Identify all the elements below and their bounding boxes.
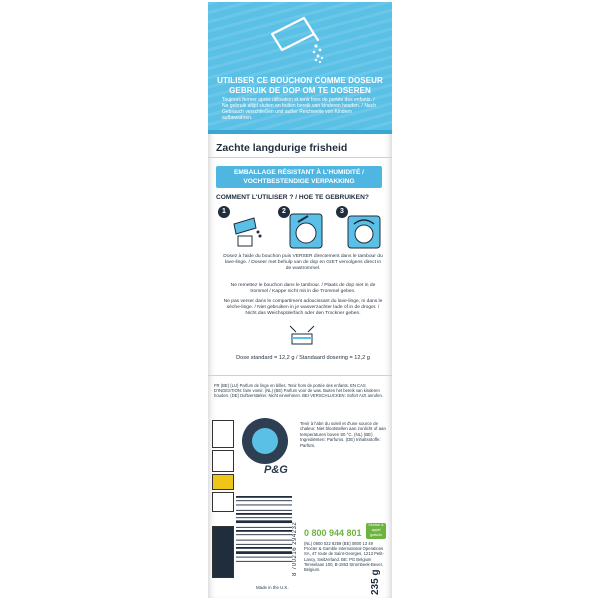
barcode-bar xyxy=(236,557,292,558)
step-number: 3 xyxy=(336,206,348,218)
barcode-bar xyxy=(236,551,292,554)
cap-instruction-fr: UTILISER CE BOUCHON COMME DOSEUR xyxy=(217,76,383,85)
barcode-icon xyxy=(234,494,296,578)
step-number: 2 xyxy=(278,206,290,218)
barcode-bar xyxy=(236,530,292,532)
barcode-bar xyxy=(236,534,292,535)
barcode-bar xyxy=(236,540,292,541)
cap-instruction-nl: GEBRUIK DE DOP OM TE DOSEREN xyxy=(229,86,371,95)
step-3 xyxy=(336,206,386,248)
fine-print: FR (BE) (LU) Parfum de linge en billes. Tenir hors de portée des enfants. EN CAS D'INGESTION: faire vomir. (NL) (BE) Parfum voor de was. Buiten het bereik van kinderen houden. (DE) Duftverstärker. Nicht einnehmen. BEI VERSCHLUCKEN: Sofort Arzt anrufen. xyxy=(214,383,383,399)
storage-warning: Tenir à l'abri du soleil et d'une source de chaleur. Niet blootstellen aan zonlicht of aan temperaturen boven 50 °C. (NL) (BE) Ingrediënten: Parfums. (DE) Inhaltsstoffe: Parfüm. xyxy=(300,421,386,448)
barcode-bar xyxy=(236,496,292,498)
service-phone: 0 800 944 801 xyxy=(304,528,362,538)
barcode-bar xyxy=(236,520,292,523)
barcode-bar xyxy=(236,517,292,518)
barcode-bar xyxy=(236,527,292,528)
product-can xyxy=(208,2,392,598)
step-number: 1 xyxy=(218,206,230,218)
laundry-icon xyxy=(342,210,386,250)
made-in: Made in the U.K. xyxy=(256,585,289,590)
banner-line-fr: EMBALLAGE RÉSISTANT À L'HUMIDITÉ / xyxy=(233,169,365,176)
free-service-badge: Service & appel gratuits xyxy=(366,523,386,539)
triman-logo-icon xyxy=(212,450,234,472)
usage-steps xyxy=(216,206,386,250)
pouring-cap-icon xyxy=(264,14,334,66)
product-headline: Zachte langdurige frisheid xyxy=(216,142,348,154)
step-2 xyxy=(278,206,328,248)
manufacturer-address: (NL) 0800 022 8259 (BE) 0800 13 49 Procter & Gamble International Operations SA, 47 route de Saint-Georges, 1213 Petit-Lancy, Switzerland. BE: PG Belgium Temselaan 100, B-1853 Strombeek-Bever, Belgium. xyxy=(304,541,384,573)
certification-logos xyxy=(212,420,234,580)
net-weight: 235 g xyxy=(370,569,381,595)
barcode-bar xyxy=(236,500,292,501)
divider xyxy=(208,375,392,376)
how-to-use-heading: COMMENT L'UTILISER ? / HOE TE GEBRUIKEN? xyxy=(216,194,369,201)
cleanright-badge-center xyxy=(252,428,278,454)
cap-safety-text: Toujours fermer après utilisation et tenir hors de portée des enfants. / Na gebruik altijd sluiten en buiten bereik van kinderen houden. / Nach Gebrauch verschließen und außer Reichweite von Kindern aufbewahren. xyxy=(222,97,376,121)
step-1 xyxy=(218,206,268,248)
standard-dose: Dose standard = 12,2 g / Standaard dosering = 12,2 g xyxy=(236,355,370,361)
washing-machine-icon xyxy=(284,210,328,250)
barcode-number: 8 700216 294232 xyxy=(292,521,298,576)
cap-dose-icon xyxy=(224,210,268,250)
fsc-logo-icon xyxy=(212,420,234,448)
tilt-warning-icon xyxy=(212,526,234,578)
barcode-bar xyxy=(236,510,292,511)
barcode-bar xyxy=(236,561,292,562)
divider xyxy=(208,157,392,158)
cap-rim xyxy=(208,130,392,134)
hazard-logo-icon xyxy=(212,474,234,490)
barcode-bar xyxy=(236,505,292,506)
info-logo-icon xyxy=(212,492,234,512)
dose-cap-icon xyxy=(288,324,316,348)
instruction-dose: Dosez à l'aide du bouchon puis VERSER directement dans le tambour du lave-linge. / Doseer met behulp van de dop en GIET vervolgens direct in de wastrommel. xyxy=(223,254,383,272)
barcode-bar xyxy=(236,544,292,545)
moisture-banner xyxy=(216,166,382,188)
brand-logo: P&G xyxy=(264,464,288,476)
instruction-warning: Ne pas verser dans le compartiment adoucissant du lave-linge, ni dans le sèche-linge. / Niet gebruiken in je wasverzachter lade of in de droger. / Nicht das Weichspülerfach oder den Trockner geben. xyxy=(223,299,383,317)
barcode-bar xyxy=(236,513,292,515)
banner-line-nl: VOCHTBESTENDIGE VERPAKKING xyxy=(243,178,355,185)
blue-cap xyxy=(208,2,392,130)
instruction-cap: Ne remettez le bouchon dans le tambour. / Plaats de dop niet in de trommel / Kappe nicht mit in die Trommel geben. xyxy=(230,283,376,295)
cleanright-badge-icon xyxy=(242,418,288,464)
barcode-bar xyxy=(236,547,292,549)
